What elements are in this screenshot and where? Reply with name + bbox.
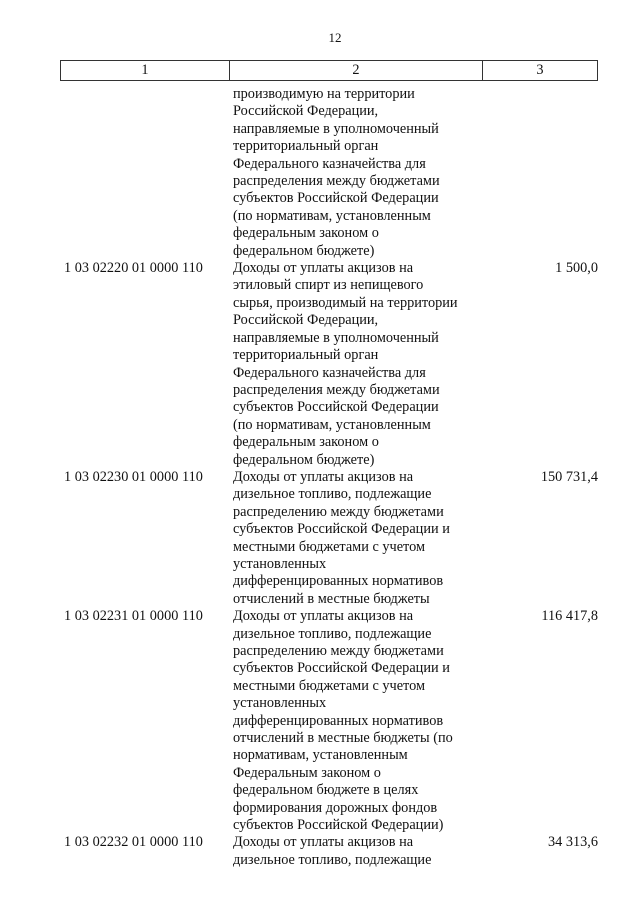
description-line: дифференцированных нормативов: [233, 573, 444, 590]
description-line: субъектов Российской Федерации: [233, 190, 439, 207]
description-line: федеральным законом о: [233, 434, 379, 451]
description-line: производимую на территории: [233, 86, 415, 102]
description-line: распределению между бюджетами: [233, 503, 444, 520]
budget-code: 1 03 02230 01 0000 110: [64, 468, 203, 485]
description-line: (по нормативам, установленным: [233, 207, 431, 224]
description-line: федеральном бюджете): [233, 451, 375, 468]
description-line: субъектов Российской Федерации): [233, 817, 444, 834]
description-line: направляемые в уполномоченный: [233, 329, 439, 346]
description-line: местными бюджетами с учетом: [233, 677, 426, 694]
amount: 150 731,4: [540, 468, 598, 485]
header-col-1: 1: [61, 61, 230, 80]
header-col-2: 2: [230, 61, 483, 80]
description-line: территориальный орган: [233, 347, 379, 364]
description-line: Доходы от уплаты акцизов на: [233, 834, 414, 851]
description-line: дизельное топливо, подлежащие: [233, 486, 432, 503]
description-line: дизельное топливо, подлежащие: [233, 851, 432, 868]
description-line: Доходы от уплаты акцизов на: [233, 468, 414, 485]
amount: 116 417,8: [541, 608, 598, 625]
description-line: дизельное топливо, подлежащие: [233, 625, 432, 642]
budget-code: 1 03 02220 01 0000 110: [64, 260, 203, 277]
budget-code: [60, 86, 232, 260]
table-body: [60, 86, 598, 869]
description: [232, 469, 494, 608]
description: [232, 834, 494, 869]
description-line: отчислений в местные бюджеты (по: [233, 730, 453, 747]
description-line: нормативам, установленным: [233, 747, 408, 764]
description: [232, 260, 494, 469]
description-line: направляемые в уполномоченный: [233, 120, 439, 137]
amount: [494, 86, 598, 260]
description-line: Доходы от уплаты акцизов на: [233, 608, 414, 625]
description-line: формирования дорожных фондов: [233, 799, 438, 816]
description-line: установленных: [233, 695, 327, 712]
header-col-3: 3: [536, 62, 544, 78]
description-line: сырья, производимый на территории: [233, 294, 458, 311]
description: [232, 608, 494, 834]
table-row: [60, 608, 598, 834]
table-row: [60, 260, 598, 469]
description-line: установленных: [233, 555, 327, 572]
description-line: (по нормативам, установленным: [233, 416, 431, 433]
description-line: Федерального казначейства для: [233, 155, 426, 172]
table-row: [60, 469, 598, 608]
description-line: Российской Федерации,: [233, 103, 379, 120]
description-line: распределения между бюджетами: [233, 173, 440, 190]
budget-code: 1 03 02231 01 0000 110: [64, 608, 203, 625]
description-line: дифференцированных нормативов: [233, 712, 444, 729]
description-line: распределению между бюджетами: [233, 643, 444, 659]
description: [232, 86, 494, 260]
description-line: Доходы от уплаты акцизов на: [233, 260, 414, 277]
description-line: отчислений в местные бюджеты: [233, 590, 430, 607]
description-line: распределения между бюджетами: [233, 381, 440, 398]
amount: 1 500,0: [555, 260, 598, 277]
amount: 34 313,6: [547, 834, 598, 851]
description-line: местными бюджетами с учетом: [233, 538, 426, 555]
budget-code: 1 03 02232 01 0000 110: [64, 834, 203, 851]
description-line: субъектов Российской Федерации и: [233, 521, 450, 538]
description-line: субъектов Российской Федерации и: [233, 660, 450, 677]
description-line: этиловый спирт из непищевого: [233, 277, 424, 294]
page-number: 12: [328, 30, 342, 45]
description-line: Федерального казначейства для: [233, 364, 426, 381]
description-line: Федеральным законом о: [233, 764, 381, 781]
description-line: федеральном бюджете): [233, 242, 375, 259]
table-row: [60, 86, 598, 260]
description-line: субъектов Российской Федерации: [233, 399, 439, 416]
table-header: [60, 60, 598, 81]
table-row: [60, 834, 598, 869]
description-line: федеральном бюджете в целях: [233, 782, 419, 799]
description-line: федеральным законом о: [233, 225, 379, 242]
description-line: Российской Федерации,: [233, 312, 379, 329]
description-line: территориальный орган: [233, 138, 379, 155]
